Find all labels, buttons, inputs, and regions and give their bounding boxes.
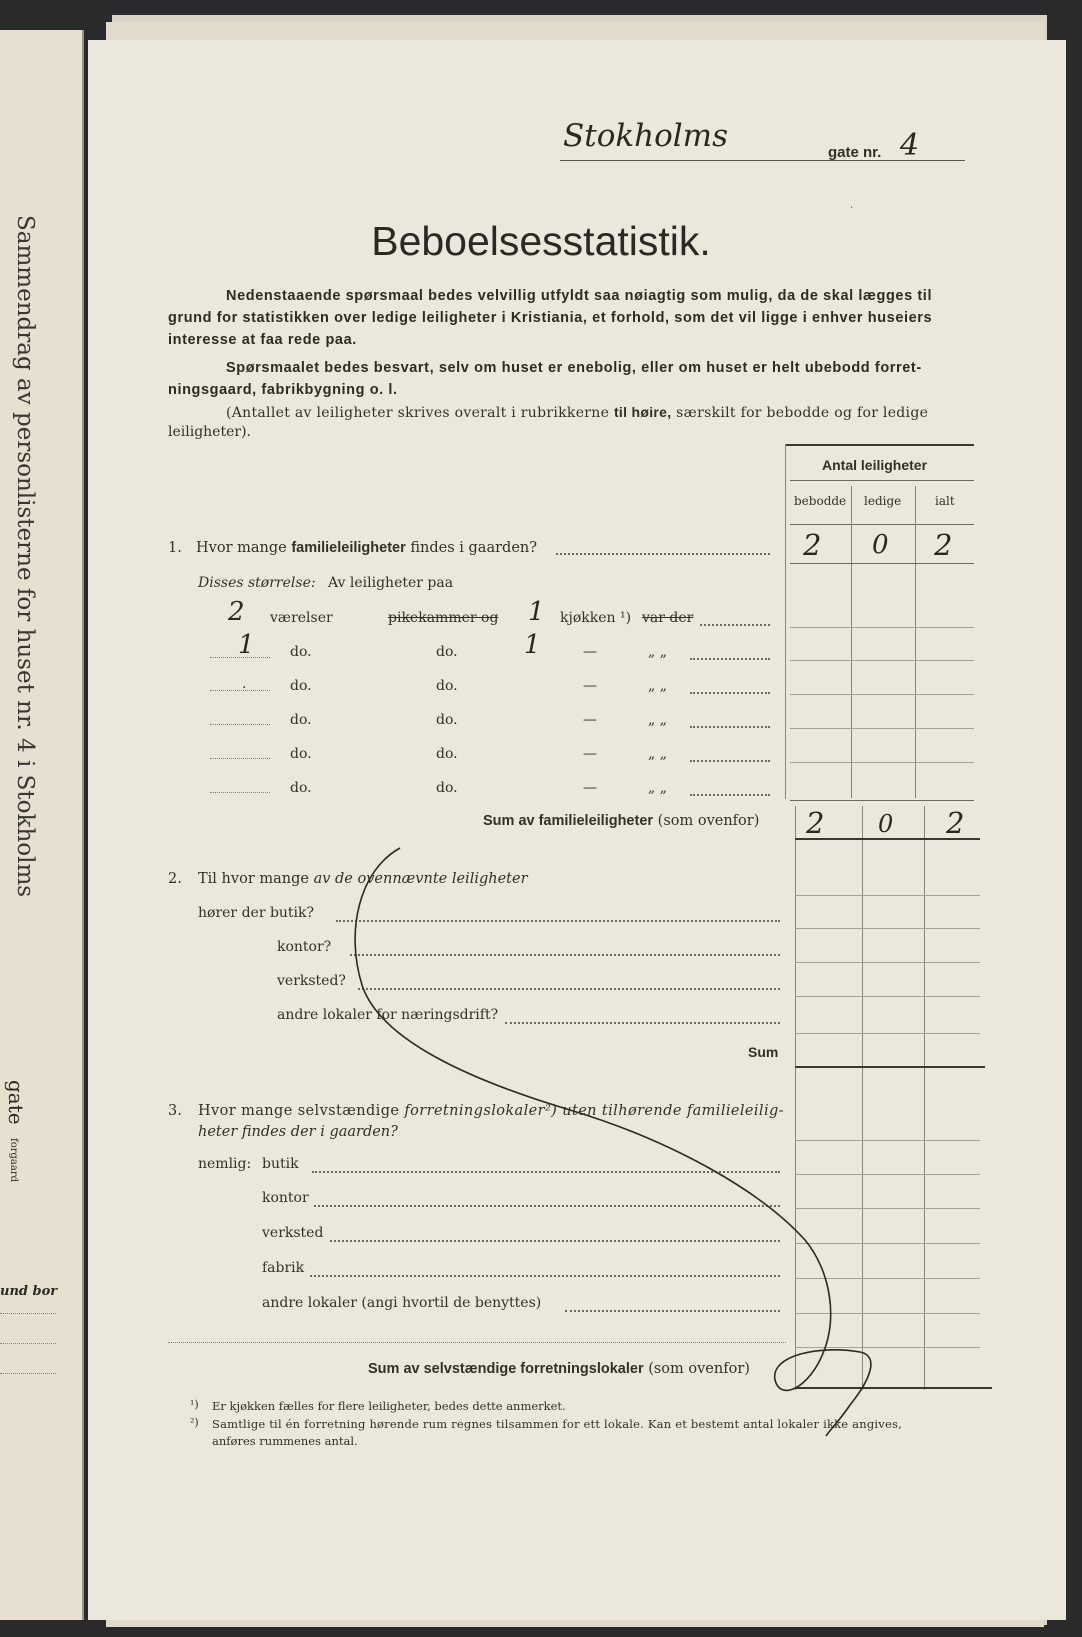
q2-row-butik: hører der butik? [198, 905, 315, 921]
size-row-rooms-label: do. [290, 678, 312, 694]
street-name-handwritten: Stokholms [563, 118, 728, 154]
size-row-var-der: „ „ [648, 780, 667, 796]
gate-nr-value: 4 [900, 128, 920, 163]
footnote-1: Er kjøkken fælles for flere leiligheter, bedes dette anmerket. [212, 1399, 566, 1413]
size-row-kitchen-value: 1 [524, 630, 541, 660]
cancel-stroke-path [355, 848, 871, 1436]
footnote-2-line1: Samtlige til én forretning hørende rum regnes tilsammen for ett lokale. Kan et bestemt antal lokaler ikke angives, [212, 1417, 902, 1431]
intro-p3-line2: leiligheter). [168, 424, 251, 440]
size-row-maid-label: pikekammer og [388, 610, 499, 626]
size-row-maid-label: do. [436, 780, 458, 796]
q3-row-butik: butik [262, 1156, 299, 1172]
intro-p3-c: særskilt for bebodde og for ledige [671, 405, 929, 421]
size-row-kitchen-label: — [583, 644, 597, 660]
q3-row-kontor: kontor [262, 1190, 309, 1206]
q3-row-fabrik: fabrik [262, 1260, 305, 1276]
col-header-ialt: ialt [935, 494, 955, 508]
size-row-maid-label: do. [436, 678, 458, 694]
q1-sub-text: Av leiligheter paa [328, 575, 454, 591]
size-row-kitchen-label: — [583, 712, 597, 728]
size-row-kitchen-value: 1 [528, 597, 545, 627]
q2-row-kontor: kontor? [277, 939, 332, 955]
q3-sum-bold: Sum av selvstændige forretningslokaler [368, 1361, 644, 1377]
q2-text-italic: av de ovennævnte leiligheter [313, 871, 528, 887]
q1-sum-ialt: 2 [946, 806, 965, 840]
size-row-maid-label: do. [436, 746, 458, 762]
q1-text-a: Hvor mange [196, 540, 292, 556]
q2-number: 2. [168, 871, 182, 887]
q1-sum-ledige: 0 [878, 810, 894, 838]
mark-dot: . [850, 200, 854, 211]
size-row-kitchen-label: — [583, 746, 597, 762]
size-row-kitchen-label: — [583, 780, 597, 796]
intro-p2-line1: Spørsmaalet bedes besvart, selv om huset er enebolig, eller om huset er helt ubebodd forret- [226, 360, 922, 376]
q1-value-bebodde: 2 [803, 528, 822, 562]
q1-sum-bebodde: 2 [806, 806, 825, 840]
col-header-bebodde: bebodde [794, 494, 847, 508]
q2-row-verksted: verksted? [277, 973, 346, 989]
footnote-1-mark: ¹) [190, 1398, 199, 1411]
q3-sum-paren: (som ovenfor) [643, 1361, 750, 1377]
q1-text-bold: familieleiligheter [291, 540, 406, 556]
size-row-rooms-label: værelser [270, 610, 333, 626]
q2-row-andre: andre lokaler for næringsdrift? [277, 1007, 499, 1023]
size-row-var-der: „ „ [648, 644, 667, 660]
size-row-var-der: „ „ [648, 678, 667, 694]
footnote-2-line2: anføres rummenes antal. [212, 1434, 358, 1448]
q1-text-c: findes i gaarden? [405, 540, 538, 556]
q1-sum-bold: Sum av familieleiligheter [483, 813, 654, 829]
size-row-var-der: „ „ [648, 746, 667, 762]
left-page-and-bor-label: und bor [0, 1284, 58, 1299]
size-row-rooms-value: 1 [238, 630, 255, 660]
size-row-kitchen-label: — [583, 678, 597, 694]
q3-text-a: Hvor mange selvstændige [198, 1103, 405, 1119]
page-title: Beboelsesstatistik. [371, 218, 711, 264]
intro-p1-line3: interesse at faa rede paa. [168, 332, 357, 348]
q3-question-line2: heter findes der i gaarden? [198, 1124, 398, 1140]
q2-text-a: Til hvor mange [198, 871, 314, 887]
intro-p3-a: (Antallet av leiligheter skrives overalt i rubrikkerne [226, 405, 614, 421]
table-header-title: Antal leiligheter [822, 457, 928, 473]
size-row-rooms-value: . [242, 676, 247, 692]
size-row-rooms-label: do. [290, 746, 312, 762]
q1-number: 1. [168, 540, 182, 556]
left-page-vertical-text: Sammendrag av personlisterne for huset nr. 4 i Stokholms [12, 215, 38, 898]
size-row-rooms-label: do. [290, 780, 312, 796]
intro-p1-line2: grund for statistikken over ledige leiligheter i Kristiania, et forhold, som det vil ligge i enhver huseiers [168, 310, 933, 326]
q3-number: 3. [168, 1103, 182, 1119]
q3-row-verksted: verksted [262, 1225, 324, 1241]
size-row-var-der: „ „ [648, 712, 667, 728]
size-row-var-der: var der [642, 610, 694, 626]
size-row-maid-label: do. [436, 644, 458, 660]
q3-text-c: uten tilhørende familieleilig- [557, 1103, 784, 1119]
q1-sub-label: Disses størrelse: [198, 575, 316, 591]
q1-value-ledige: 0 [872, 530, 889, 560]
left-page-gate-label: gate [4, 1080, 28, 1125]
col-header-ledige: ledige [864, 494, 902, 508]
intro-p2-line2: ningsgaard, fabrikbygning o. l. [168, 382, 398, 398]
size-row-kitchen-label: kjøkken ¹) [560, 610, 632, 626]
intro-p1-line1: Nedenstaaende spørsmaal bedes velvillig utfyldt saa nøiagtig som mulig, da de skal lægges til [226, 288, 933, 304]
q2-sum-label: Sum [748, 1044, 779, 1060]
size-row-maid-label: do. [436, 712, 458, 728]
q3-row-andre: andre lokaler (angi hvortil de benyttes) [262, 1295, 542, 1311]
gate-nr-label: gate nr. [828, 144, 882, 161]
size-row-rooms-label: do. [290, 644, 312, 660]
size-row-rooms-value: 2 [228, 597, 245, 627]
footnote-2-mark: ²) [190, 1416, 199, 1429]
left-page-forgaard-label: forgaard [8, 1138, 19, 1183]
q1-sum-paren: (som ovenfor) [653, 813, 760, 829]
q1-value-ialt: 2 [934, 528, 953, 562]
q3-text-italic: forretningslokaler²) [404, 1103, 558, 1119]
q3-nemlig: nemlig: [198, 1156, 252, 1172]
intro-p3-bold: til høire, [613, 404, 672, 420]
size-row-rooms-label: do. [290, 712, 312, 728]
